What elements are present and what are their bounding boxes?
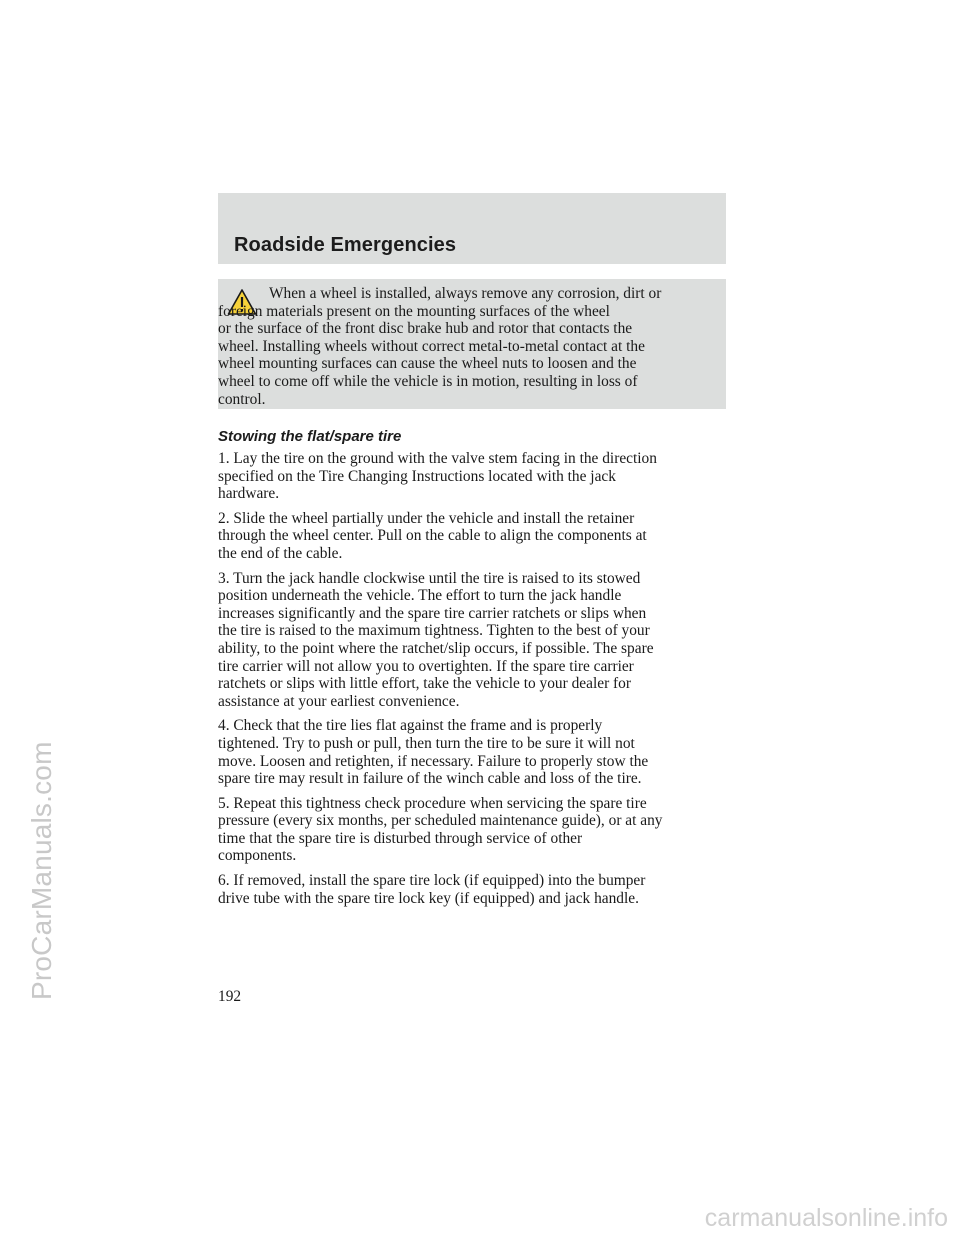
stowing-section: [218, 428, 726, 914]
step-1: 1. Lay the tire on the ground with the valve stem facing in the direction specified on the Tire Changing Instructions located with the jack hardware.: [218, 450, 657, 503]
stowing-heading: Stowing the flat/spare tire: [218, 428, 402, 445]
warning-body: foreign materials present on the mounting surfaces of the wheel or the surface of the front disc brake hub and rotor that contacts the wheel. Installing wheels without correct metal-to-metal contact at the wheel mounting surfaces can cause the wheel nuts to loosen and the wheel to come off while the vehicle is in motion, resulting in loss of control.: [218, 302, 645, 408]
warning-first-line: When a wheel is installed, always remove any corrosion, dirt or: [269, 285, 662, 302]
step-3: 3. Turn the jack handle clockwise until the tire is raised to its stowed position underneath the vehicle. The effort to turn the jack handle increases significantly and the spare tire carrier ratchets or slips when the tire is raised to the maximum tightness. Tighten to the best of your ability, to the point where the ratchet/slip occurs, if possible. The spare tire carrier will not allow you to overtighten. If the spare tire carrier ratchets or slips with little effort, take the vehicle to your dealer for assistance at your earliest convenience.: [218, 569, 654, 710]
warning-box: [218, 279, 726, 409]
step-6: 6. If removed, install the spare tire lock (if equipped) into the bumper drive tube with the spare tire lock key (if equipped) and jack handle.: [218, 872, 646, 907]
side-watermark: ProCarManuals.com: [26, 741, 57, 1000]
section-title: Roadside Emergencies: [234, 234, 457, 256]
step-2: 2. Slide the wheel partially under the vehicle and install the retainer through the wheel center. Pull on the cable to align the components at the end of the cable.: [218, 509, 647, 562]
step-4: 4. Check that the tire lies flat against the frame and is properly tightened. Try to push or pull, then turn the tire to be sure it will not move. Loosen and retighten, if necessary. Failure to properly stow the spare tire may result in failure of the winch cable and loss of the tire.: [218, 717, 649, 788]
warning-text: [218, 285, 708, 408]
step-5: 5. Repeat this tightness check procedure when servicing the spare tire pressure (every six months, per scheduled maintenance guide), or at any time that the spare tire is disturbed through service of other components.: [218, 794, 663, 865]
section-header: [218, 193, 726, 264]
page-number: 192: [218, 988, 242, 1005]
bottom-watermark: carmanualsonline.info: [704, 1204, 948, 1232]
